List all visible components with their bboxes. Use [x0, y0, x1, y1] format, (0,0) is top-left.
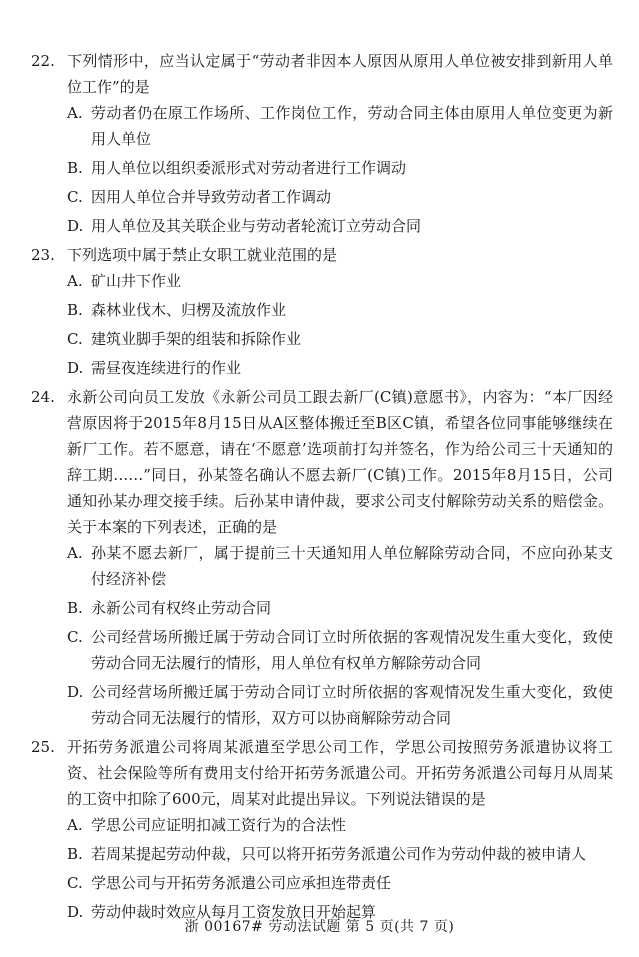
option-text: 用人单位及其关联企业与劳动者轮流订立劳动合同: [91, 217, 422, 235]
option-c: [31, 624, 613, 676]
option-text: 学思公司应证明扣减工资行为的合法性: [91, 816, 347, 834]
option-d: [31, 213, 613, 239]
option-list: [31, 812, 613, 925]
option-letter: B.: [67, 159, 83, 177]
question-22: [31, 48, 613, 239]
option-letter: C.: [67, 330, 83, 348]
option-letter: B.: [67, 301, 83, 319]
question-24: [31, 384, 613, 731]
question-stem: [31, 384, 613, 540]
option-text: 矿山井下作业: [91, 272, 182, 290]
option-b: [31, 155, 613, 181]
option-letter: B.: [67, 599, 83, 617]
option-text: 因用人单位合并导致劳动者工作调动: [91, 188, 332, 206]
option-text: 用人单位以组织委派形式对劳动者进行工作调动: [91, 159, 407, 177]
option-b: [31, 595, 613, 621]
option-list: [31, 268, 613, 381]
question-number: 25.: [31, 738, 55, 756]
option-letter: B.: [67, 845, 83, 863]
option-letter: D.: [67, 217, 84, 235]
option-letter: A.: [67, 272, 83, 290]
option-letter: C.: [67, 188, 83, 206]
question-text: 开拓劳务派遣公司将周某派遣至学思公司工作，学思公司按照劳务派遣协议将工资、社会保险等所有费用支付给开拓劳务派遣公司。开拓劳务派遣公司每月从周某的工资中扣除了600元，周某对此提出异议。下列说法错误的是: [67, 738, 613, 808]
option-text: 孙某不愿去新厂，属于提前三十天通知用人单位解除劳动合同，不应向孙某支付经济补偿: [91, 544, 613, 588]
option-text: 若周某提起劳动仲裁，只可以将开拓劳务派遣公司作为劳动仲裁的被申请人: [91, 845, 587, 863]
option-a: [31, 268, 613, 294]
option-letter: D.: [67, 683, 84, 701]
option-d: [31, 355, 613, 381]
option-letter: C.: [67, 874, 83, 892]
question-number: 23.: [31, 246, 55, 264]
option-text: 学思公司与开拓劳务派遣公司应承担连带责任: [91, 874, 392, 892]
option-a: [31, 812, 613, 838]
option-c: [31, 326, 613, 352]
option-text: 永新公司有权终止劳动合同: [91, 599, 272, 617]
option-b: [31, 841, 613, 867]
option-text: 建筑业脚手架的组装和拆除作业: [91, 330, 302, 348]
option-text: 森林业伐木、归楞及流放作业: [91, 301, 287, 319]
option-list: [31, 540, 613, 731]
option-text: 公司经营场所搬迁属于劳动合同订立时所依据的客观情况发生重大变化，致使劳动合同无法履行的情形，用人单位有权单方解除劳动合同: [91, 628, 613, 672]
option-text: 公司经营场所搬迁属于劳动合同订立时所依据的客观情况发生重大变化，致使劳动合同无法履行的情形，双方可以协商解除劳动合同: [91, 683, 613, 727]
option-c: [31, 870, 613, 896]
option-c: [31, 184, 613, 210]
question-stem: [31, 242, 613, 268]
option-letter: C.: [67, 628, 83, 646]
option-letter: A.: [67, 816, 83, 834]
option-d: [31, 679, 613, 731]
question-number: 22.: [31, 52, 55, 70]
option-letter: A.: [67, 544, 83, 562]
option-list: [31, 100, 613, 239]
option-a: [31, 540, 613, 592]
option-letter: D.: [67, 359, 84, 377]
option-letter: A.: [67, 104, 83, 122]
page-footer: 浙 00167# 劳动法试题 第 5 页(共 7 页): [184, 919, 455, 935]
question-25: [31, 734, 613, 925]
question-stem: [31, 48, 613, 100]
option-letter: D.: [67, 903, 84, 921]
option-a: [31, 100, 613, 152]
question-text: 永新公司向员工发放《永新公司员工跟去新厂(C镇)意愿书》，内容为：“本厂因经营原因将于2015年8月15日从A区整体搬迁至B区C镇，希望各位同事能够继续在新厂工作。若不愿意，请在‘不愿意’选项前打勾并签名，作为给公司三十天通知的辞工期……”同日，孙某签名确认不愿去新厂(C镇)工作。2015年8月15日，公司通知孙某办理交接手续。后孙某申请仲裁，要求公司支付解除劳动关系的赔偿金。关于本案的下列表述，正确的是: [67, 388, 613, 536]
question-stem: [31, 734, 613, 812]
question-23: [31, 242, 613, 381]
option-text: 劳动仲裁时效应从每月工资发放日开始起算: [91, 903, 377, 921]
question-text: 下列情形中，应当认定属于“劳动者非因本人原因从原用人单位被安排到新用人单位工作”的是: [67, 52, 613, 96]
question-number: 24.: [31, 388, 55, 406]
question-text: 下列选项中属于禁止女职工就业范围的是: [67, 246, 338, 264]
option-b: [31, 297, 613, 323]
option-text: 需昼夜连续进行的作业: [91, 359, 242, 377]
option-text: 劳动者仍在原工作场所、工作岗位工作，劳动合同主体由原用人单位变更为新用人单位: [91, 104, 613, 148]
